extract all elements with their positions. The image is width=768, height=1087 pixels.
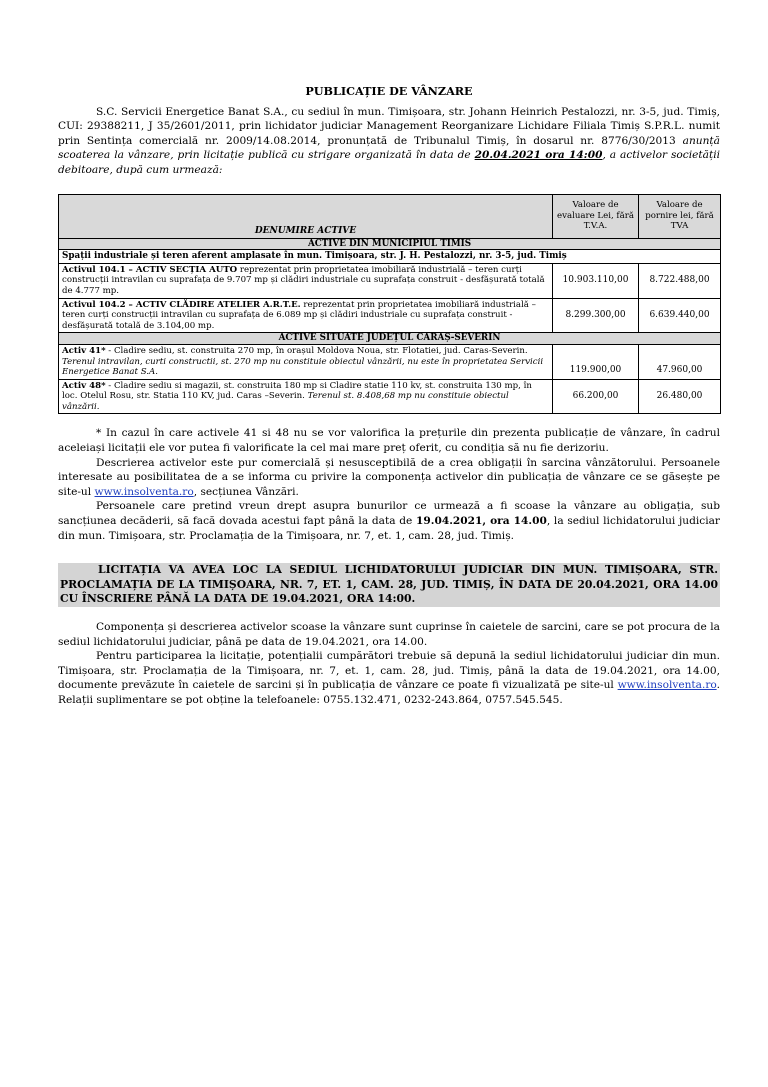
table-row	[59, 379, 721, 414]
table-header-row	[59, 194, 721, 238]
asset-text: reprezentat prin proprietatea imobiliară industrială – teren curți construcții intravilan cu suprafața de 6.089 mp și clădiri industriale cu suprafața construit - desfășurată totală de 3.104,00 mp.	[62, 299, 536, 331]
asset-text: - Cladire sediu, st. construita 270 mp, în orașul Moldova Noua, str. Flotatiei, jud. Caras-Severin.	[105, 345, 528, 356]
auction-location-banner: LICITAȚIA VA AVEA LOC LA SEDIUL LICHIDATORULUI JUDICIAR DIN MUN. TIMIȘOARA, STR. PROCLAMAȚIA DE LA TIMIȘOARA, NR. 7, ET. 1, CAM. 28, JUD. TIMIȘ, ÎN DATA DE 20.04.2021, ORA 14.00 CU ÎNSCRIERE PÂNĂ LA DATA DE 19.04.2021, ORA 14:00.	[60, 563, 718, 606]
asset-description	[59, 379, 553, 414]
intro-paragraph	[58, 105, 720, 178]
participation-paragraph	[58, 649, 720, 707]
asset-description	[59, 298, 553, 333]
asset-description	[59, 344, 553, 379]
document-body	[58, 84, 720, 708]
participation-text: Pentru participarea la licitație, potențialii cumpărători trebuie să depună la sediul lichidatorului judiciar din mun. Timișoara, str. Proclamația de la Timișoara, nr. 7, et. 1, cam. 28, jud. Timiș, până la data de 19.04.2021, ora 14.00, documente prevăzute în caietele de sarcini și în publicația de vânzare ce poate fi vizualizată pe site-ul	[58, 650, 720, 692]
participation-text-end: . Relații suplimentare se pot obține la telefoanele: 0755.132.471, 0232-243.864, 0757.545.545.	[58, 679, 720, 706]
subsection-title-timis: Spații industriale și teren aferent amplasate în mun. Timișoara, str. J. H. Pestalozzi, nr. 3-5, jud. Timiș	[59, 250, 721, 264]
claims-paragraph	[58, 499, 720, 543]
section-row-caras	[59, 333, 721, 345]
section-row-timis	[59, 238, 721, 250]
assets-table	[58, 194, 721, 415]
auction-date: 20.04.2021 ora 14:00	[474, 149, 603, 162]
intro-text: S.C. Servicii Energetice Banat S.A., cu sediul în mun. Timișoara, str. Johann Heinrich Pestalozzi, nr. 3-5, jud. Timiș, CUI: 29388211, J 35/2601/2011, prin lichidator judiciar Management Reorganizare Lichidare Filiala Timiș S.P.R.L. numit prin Sentința comercială nr. 2009/14.08.2014, pronunțată de Tribunalul Timiș, în dosarul nr. 8776/30/2013	[58, 105, 720, 147]
description-text: Descrierea activelor este pur comercială și nesusceptibilă de a crea obligații în sarcina vânzătorului. Persoanele interesate au posibilitatea de a se informa cu privire la componența activelor din publicația de vânzare ce se găsește pe site-ul	[58, 456, 720, 498]
document-title: PUBLICAȚIE DE VÂNZARE	[305, 84, 473, 98]
note-paragraph: * In cazul în care activele 41 si 48 nu se vor valorifica la prețurile din prezenta publicație de vânzare, în cadrul aceleiași licitații ele vor putea fi valorificate la cel mai mare preț oferit, cu condiția să nu fie derizoriu.	[58, 427, 720, 455]
asset-starting-value: 47.960,00	[639, 344, 721, 379]
asset-note: Terenul intravilan, curti constructii, st. 270 mp nu constituie obiectul vânzării, nu este în proprietatea Servicii Energetice Banat S.A.	[62, 356, 544, 378]
description-paragraph	[58, 456, 720, 500]
header-starting-value: Valoare de pornire lei, fără TVA	[639, 194, 721, 238]
insolventa-link[interactable]: www.insolventa.ro	[94, 485, 194, 498]
claims-text: Persoanele care pretind vreun drept asupra bunurilor ce urmează a fi scoase la vânzare au obligația, sub sancțiunea decăderii, să facă dovada acestui fapt până la data de	[58, 500, 720, 528]
asset-label: Activul 104.1 – ACTIV SECȚIA AUTO	[62, 264, 238, 275]
asset-evaluation-value: 8.299.300,00	[553, 298, 639, 333]
asset-evaluation-value: 10.903.110,00	[553, 263, 639, 298]
description-text-end: , secțiunea Vânzări.	[193, 485, 299, 498]
asset-label: Activ 41*	[62, 345, 106, 356]
header-asset-name: DENUMIRE ACTIVE	[59, 194, 553, 238]
section-title-caras: ACTIVE SITUATE JUDEȚUL CARAȘ-SEVERIN	[59, 333, 721, 345]
components-paragraph: Componența și descrierea activelor scoase la vânzare sunt cuprinse în caietele de sarcini, care se pot procura de la sediul lichidatorului judiciar, până pe data de 19.04.2021, ora 14.00.	[58, 621, 720, 648]
insolventa-link[interactable]: www.insolventa.ro	[617, 679, 717, 692]
asset-note: Terenul st. 8.408,68 mp nu constituie obiectul vânzării.	[62, 391, 509, 412]
subsection-row-timis	[59, 250, 721, 264]
section-title-timis: ACTIVE DIN MUNICIPIUL TIMIS	[59, 238, 721, 250]
asset-label: Activ 48*	[62, 380, 106, 391]
table-row	[59, 263, 721, 298]
asset-label: Activul 104.2 – ACTIV CLĂDIRE ATELIER A.R.T.E.	[62, 299, 301, 310]
asset-evaluation-value: 66.200,00	[553, 379, 639, 414]
intro-italic-end: , a activelor societății debitoare, după cum urmează:	[58, 149, 720, 176]
asset-text: - Cladire sediu si magazii, st. construita 180 mp si Cladire statie 110 kv, st. construita 130 mp, în loc. Otelul Rosu, str. Statia 110 KV, jud. Caras –Severin.	[62, 380, 532, 402]
intro-italic-text: anunță scoaterea la vânzare, prin licitație publică cu strigare organizată în data de	[58, 134, 720, 162]
asset-text: reprezentat prin proprietatea imobiliară industrială – teren curți construcții intravilan cu suprafața de 9.707 mp și clădiri industriale cu suprafața construit - desfășurată totală de 4.777 mp.	[62, 264, 545, 296]
asset-starting-value: 26.480,00	[639, 379, 721, 414]
table-row	[59, 344, 721, 379]
claims-deadline: 19.04.2021, ora 14.00	[416, 515, 547, 528]
asset-starting-value: 6.639.440,00	[639, 298, 721, 333]
claims-text-end: , la sediul lichidatorului judiciar din mun. Timișoara, str. Proclamația de la Timișoara, nr. 7, et. 1, cam. 28, jud. Timiș.	[58, 515, 721, 542]
header-evaluation-value: Valoare de evaluare Lei, fără T.V.A.	[553, 194, 639, 238]
table-row	[59, 298, 721, 333]
asset-evaluation-value: 119.900,00	[553, 344, 639, 379]
asset-description	[59, 263, 553, 298]
asset-starting-value: 8.722.488,00	[639, 263, 721, 298]
